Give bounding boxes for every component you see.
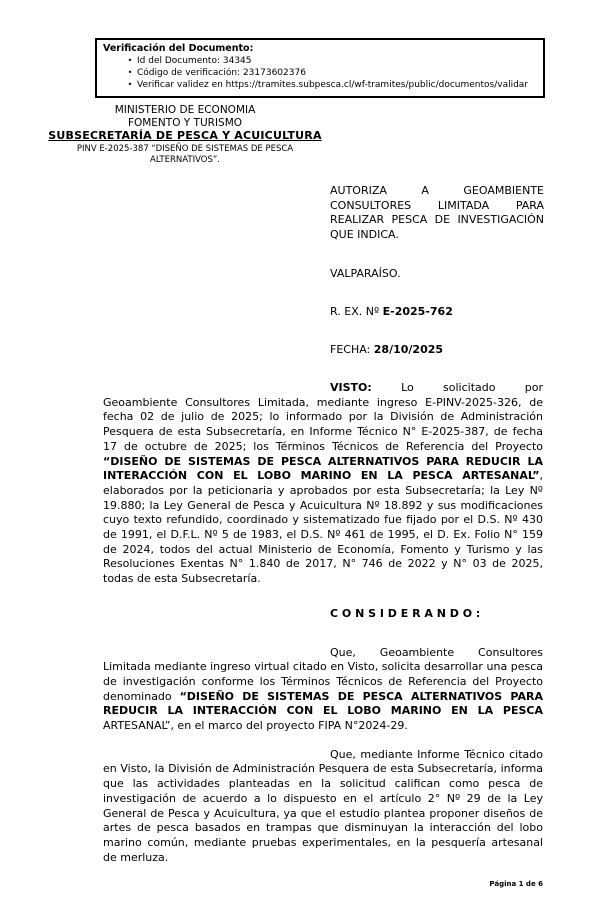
letterhead [25,104,345,166]
visto-label: VISTO: [330,381,372,394]
visto-text-1: Lo solicitado por Geoambiente Consultores Limitada, mediante ingreso E-PINV-2025-326, de fecha 02 de julio de 2025; lo informado por la División de Administración Pesquera de esta Subsecretaría, en Informe Técnico N° E-2025-387, de fecha 17 de octubre de 2025; los Términos Técnicos de Referencia del Proyecto [103,381,543,453]
page-number: Página 1 de 6 [489,880,543,888]
resolution-number-value: E-2025-762 [382,305,453,318]
resolution-number-line [330,305,453,318]
visto-paragraph [103,381,543,587]
bullet-icon: • [127,80,133,89]
date-label: FECHA: [330,343,374,356]
verification-item-id [103,55,537,67]
considerando-paragraph-1 [103,646,543,734]
verification-title: Verificación del Documento: [103,43,254,54]
verification-box [95,38,545,98]
resolution-number-label: R. EX. Nº [330,305,383,318]
verification-item-code [103,67,537,79]
considerando-paragraph-2: Que, mediante Informe Técnico citado en Visto, la División de Administración Pesquera de esta Subsecretaría, informa que las actividades planteadas en la solicitud califican como pesca de investigación de acuerdo a lo dispuesto en el artículo 2° Nº 29 de la Ley General de Pesca y Acuicultura, ya que el estudio plantea proponer diseños de artes de pesca basados en trampas que disminuyan la interacción del lobo marino común, mediante pruebas experimentales, en la pesquería artesanal de merluza. [103,747,543,864]
verification-item-url [103,79,537,91]
considerando-1-text-2: ARTESANAL”, en el marco del proyecto FIPA N°2024-29. [103,719,408,733]
verification-item-text: Código de verificación: 23173602376 [137,68,306,78]
verification-item-text: Id del Documento: 34345 [137,56,252,66]
considerando-heading: C O N S I D E R A N D O : [330,606,481,620]
ministry-line: MINISTERIO DE ECONOMIA [114,104,256,116]
visto-text-2: , elaborados por la peticionaria y aprobados por esta Subsecretaría; la Ley Nº 19.880; la Ley General de Pesca y Acuicultura Nº 18.892 y sus modificaciones cuyo texto refundido, coordinado y sistematizado fue fijado por el D.S. Nº 430 de 1991, el D.F.L. Nº 5 de 1983, el D.S. Nº 461 de 1995, el D. Ex. Folio N° 159 de 2024, todos del actual Ministerio de Economía, Fomento y Turismo y las Resoluciones Exentas N° 1.840 de 2017, N° 746 de 2022 y N° 03 de 2025, todas de esta Subsecretaría. [103,469,543,586]
visto-project-title: “DISEÑO DE SISTEMAS DE PESCA ALTERNATIVOS PARA REDUCIR LA INTERACCIÓN CON EL LOBO MARINO EN LA PESCA ARTESANAL” [103,454,543,483]
authorization-summary: AUTORIZA A GEOAMBIENTE CONSULTORES LIMITADA PARA REALIZAR PESCA DE INVESTIGACIÓN QUE INDICA. [330,184,544,241]
considerando-1-project-title: “DISEÑO DE SISTEMAS DE PESCA ALTERNATIVOS PARA REDUCIR LA INTERACCIÓN CON EL LOBO MARINO EN LA PESCA [103,689,543,718]
date-value: 28/10/2025 [373,343,444,356]
considerando-1-text-1: Que, Geoambiente Consultores Limitada mediante ingreso virtual citado en Visto, solicita desarrollar una pesca de investigación conforme los Términos Técnicos de Referencia del Proyecto denominado [103,645,543,703]
project-reference-line: PINV E-2025-387 “DISEÑO DE SISTEMAS DE PESCA ALTERNATIVOS”. [76,144,294,165]
bullet-icon: • [127,56,133,65]
department-line: FOMENTO Y TURISMO [127,116,243,129]
subsecretariat-line: SUBSECRETARÍA DE PESCA Y ACUICULTURA [48,129,322,142]
verification-url-text: Verificar validez en https://tramites.subpesca.cl/wf-tramites/public/documentos/validar [137,80,529,90]
date-line [330,343,443,356]
bullet-icon: • [127,68,133,77]
city-line: VALPARAÍSO. [330,267,401,280]
document-body [103,381,543,865]
